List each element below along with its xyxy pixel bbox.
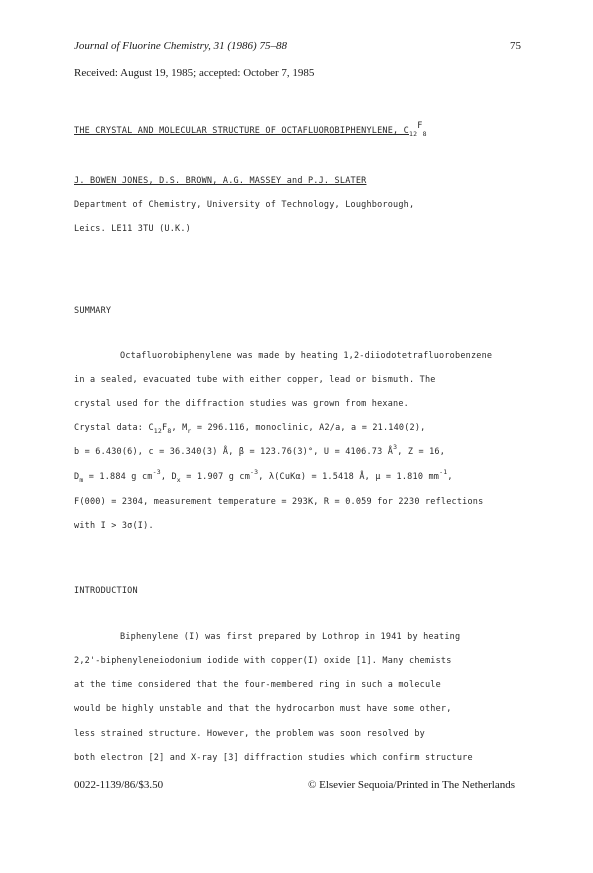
summary-line-2: in a sealed, evacuated tube with either copper, lead or bismuth. The — [74, 375, 436, 385]
received-dates: Received: August 19, 1985; accepted: October 7, 1985 — [74, 67, 315, 79]
title-sub-8: 8 — [422, 130, 427, 138]
affiliation-line-1: Department of Chemistry, University of Technology, Loughborough, — [74, 200, 415, 210]
crystal-data-line-5: with I > 3σ(I). — [74, 521, 154, 531]
summary-line-3: crystal used for the diffraction studies was grown from hexane. — [74, 399, 409, 409]
intro-line-4: would be highly unstable and that the hydrocarbon must have some other, — [74, 704, 452, 714]
summary-line-1: Octafluorobiphenylene was made by heating 1,2-diiodotetrafluorobenzene — [120, 351, 493, 361]
crystal-data-line-4: F(000) = 2304, measurement temperature = 293K, R = 0.059 for 2230 reflections — [74, 497, 484, 507]
authors: J. BOWEN JONES, D.S. BROWN, A.G. MASSEY and P.J. SLATER — [74, 176, 367, 186]
summary-heading: SUMMARY — [74, 306, 112, 316]
intro-line-5: less strained structure. However, the problem was soon resolved by — [74, 729, 425, 739]
introduction-heading: INTRODUCTION — [74, 586, 138, 596]
footer-code: 0022-1139/86/$3.50 — [74, 779, 164, 791]
intro-line-6: both electron [2] and X-ray [3] diffraction studies which confirm structure — [74, 753, 473, 763]
intro-line-3: at the time considered that the four-membered ring in such a molecule — [74, 680, 441, 690]
affiliation-line-2: Leics. LE11 3TU (U.K.) — [74, 224, 191, 234]
title-text: THE CRYSTAL AND MOLECULAR STRUCTURE OF OCTAFLUOROBIPHENYLENE, C — [74, 126, 409, 136]
page-number: 75 — [510, 40, 521, 52]
intro-line-1: Biphenylene (I) was first prepared by Lothrop in 1941 by heating — [120, 632, 461, 642]
article-title — [74, 121, 427, 138]
crystal-data-line-2: b = 6.430(6), c = 36.340(3) Å, β = 123.76(3)°, U = 4106.73 $Å^3$, Z = 16, — [74, 443, 446, 457]
intro-line-2: 2,2'-biphenyleneiodonium iodide with copper(I) oxide [1]. Many chemists — [74, 656, 452, 666]
title-sub-12: 12 — [409, 130, 418, 138]
footer-copyright: © Elsevier Sequoia/Printed in The Netherlands — [308, 779, 516, 791]
journal-citation: Journal of Fluorine Chemistry, 31 (1986) 75–88 — [74, 40, 287, 52]
title-f: F — [417, 121, 423, 131]
crystal-data-line-1: Crystal data: $C_{12}F_8$, $M_r = 296.116$, monoclinic, A2/a, a = 21.140(2), — [74, 423, 426, 435]
crystal-data-line-3: $D_m = 1.884$ g $cm^{-3}$, $D_x = 1.907$ g $cm^{-3}$, λ(CuKα) = 1.5418 Å, μ = 1.810 $mm^{-1}$, — [74, 468, 453, 484]
